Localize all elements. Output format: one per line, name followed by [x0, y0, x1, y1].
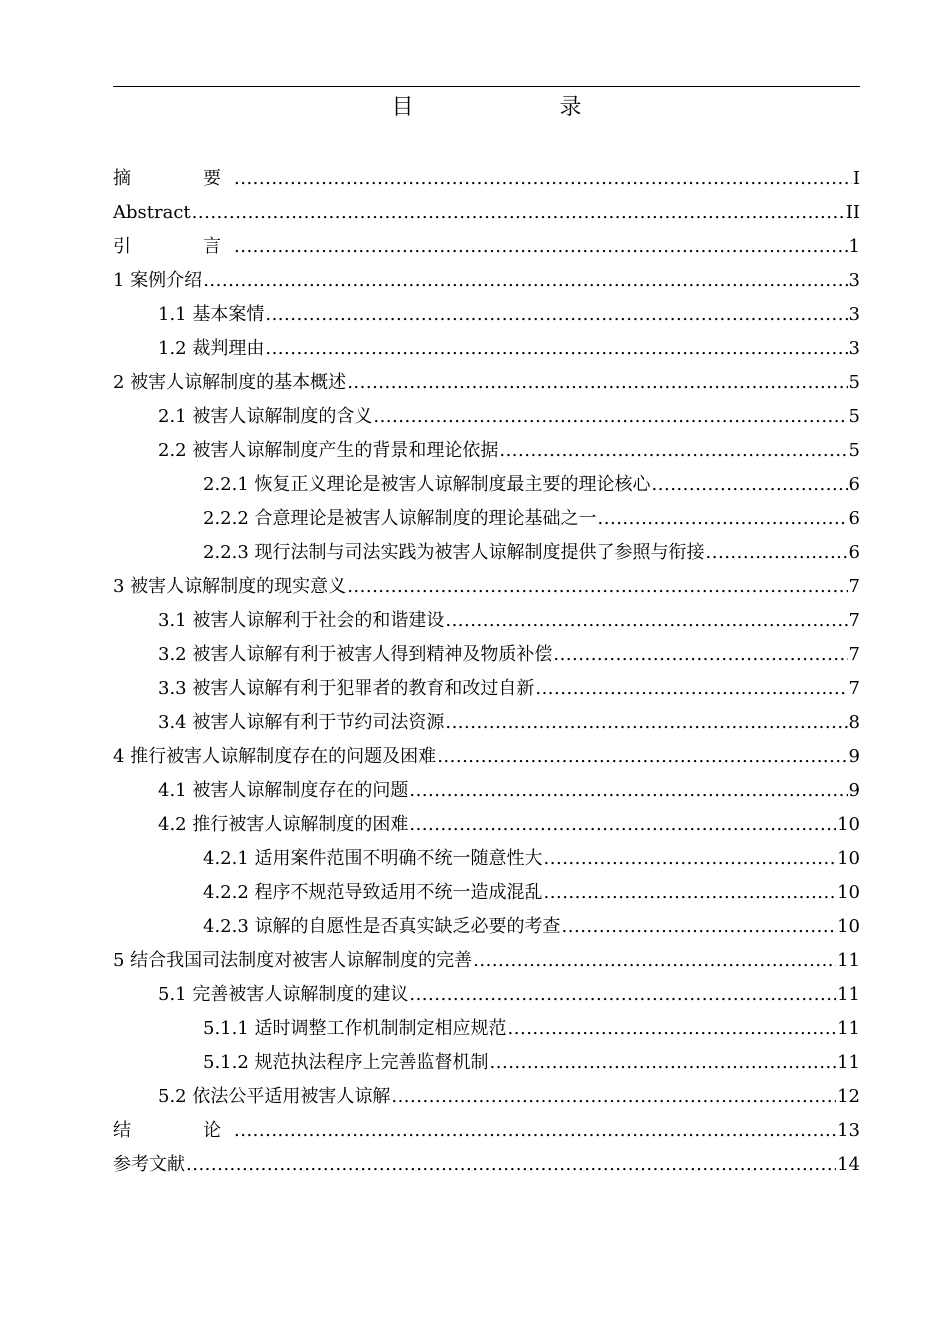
toc-dot-leader [347, 366, 847, 400]
toc-dot-leader [445, 706, 847, 740]
toc-entry-page-number: 13 [837, 1120, 860, 1141]
toc-entry-page-number: 5 [848, 440, 860, 461]
toc-entry[interactable] [113, 298, 860, 332]
toc-entry[interactable] [113, 196, 860, 230]
toc-dot-leader [598, 502, 848, 536]
toc-entry[interactable] [113, 638, 860, 672]
toc-dot-leader [234, 230, 848, 264]
toc-entry-page-number: 11 [837, 1052, 860, 1073]
toc-entry-label: 4.1 被害人谅解制度存在的问题 [158, 780, 409, 801]
toc-entry-page-number: 1 [848, 236, 860, 257]
toc-entry[interactable] [113, 910, 860, 944]
toc-entry-page-number: 7 [848, 678, 860, 699]
toc-entry-label: 4 推行被害人谅解制度存在的问题及困难 [113, 746, 437, 767]
toc-entry-label: 3.3 被害人谅解有利于犯罪者的教育和改过自新 [158, 678, 535, 699]
toc-entry[interactable] [113, 162, 860, 196]
toc-entry-label: 5.1.2 规范执法程序上完善监督机制 [203, 1052, 489, 1073]
toc-dot-leader [499, 434, 847, 468]
toc-entry-label: 3.2 被害人谅解有利于被害人得到精神及物质补偿 [158, 644, 553, 665]
toc-entry[interactable] [113, 536, 860, 570]
toc-entry-label: 4.2 推行被害人谅解制度的困难 [158, 814, 409, 835]
toc-entry-label: 5.1.1 适时调整工作机制制定相应规范 [203, 1018, 507, 1039]
toc-entry[interactable] [113, 332, 860, 366]
toc-dot-leader [265, 298, 847, 332]
toc-dot-leader [706, 536, 848, 570]
toc-entry-label: 2 被害人谅解制度的基本概述 [113, 372, 347, 393]
toc-entry-label: 4.2.3 谅解的自愿性是否真实缺乏必要的考查 [203, 916, 561, 937]
toc-list [113, 162, 860, 1182]
toc-entry-label: 2.2.1 恢复正义理论是被害人谅解制度最主要的理论核心 [203, 474, 651, 495]
toc-entry[interactable] [113, 502, 860, 536]
toc-dot-leader [562, 910, 837, 944]
toc-entry-label: 5 结合我国司法制度对被害人谅解制度的完善 [113, 950, 473, 971]
toc-entry[interactable] [113, 434, 860, 468]
toc-entry[interactable] [113, 570, 860, 604]
toc-dot-leader [490, 1046, 837, 1080]
toc-dot-leader [347, 570, 847, 604]
toc-entry-label: 结 论 [113, 1120, 233, 1141]
toc-entry-page-number: II [845, 202, 860, 223]
toc-entry-label: 1.1 基本案情 [158, 304, 265, 325]
toc-entry-page-number: 7 [848, 610, 860, 631]
toc-entry-label: 1 案例介绍 [113, 270, 203, 291]
toc-entry-label: 4.2.2 程序不规范导致适用不统一造成混乱 [203, 882, 543, 903]
toc-entry-page-number: 10 [837, 848, 860, 869]
toc-dot-leader [473, 944, 836, 978]
toc-entry[interactable] [113, 1012, 860, 1046]
toc-entry[interactable] [113, 978, 860, 1012]
toc-entry-label: 3.4 被害人谅解有利于节约司法资源 [158, 712, 445, 733]
toc-entry-label: 2.1 被害人谅解制度的含义 [158, 406, 373, 427]
toc-entry[interactable] [113, 1046, 860, 1080]
toc-dot-leader [234, 162, 852, 196]
toc-entry-label: 2.2.3 现行法制与司法实践为被害人谅解制度提供了参照与衔接 [203, 542, 705, 563]
toc-dot-leader [652, 468, 848, 502]
top-rule [113, 86, 860, 87]
toc-entry-label: 摘 要 [113, 168, 233, 189]
toc-dot-leader [265, 332, 847, 366]
toc-entry[interactable] [113, 808, 860, 842]
toc-entry-page-number: 5 [848, 406, 860, 427]
toc-dot-leader [544, 876, 837, 910]
toc-entry[interactable] [113, 366, 860, 400]
toc-entry-page-number: 7 [848, 644, 860, 665]
toc-entry[interactable] [113, 468, 860, 502]
toc-entry-label: 5.2 依法公平适用被害人谅解 [158, 1086, 391, 1107]
toc-dot-leader [409, 808, 836, 842]
toc-entry[interactable] [113, 1114, 860, 1148]
toc-entry-label: 3.1 被害人谅解利于社会的和谐建设 [158, 610, 445, 631]
toc-entry-page-number: 3 [848, 304, 860, 325]
toc-entry[interactable] [113, 876, 860, 910]
toc-entry-page-number: 9 [848, 780, 860, 801]
toc-dot-leader [535, 672, 847, 706]
toc-entry-page-number: 3 [848, 338, 860, 359]
toc-entry-label: 2.2 被害人谅解制度产生的背景和理论依据 [158, 440, 499, 461]
toc-entry-page-number: 8 [848, 712, 860, 733]
toc-entry-page-number: 6 [848, 474, 860, 495]
toc-entry[interactable] [113, 740, 860, 774]
toc-entry-label: Abstract [113, 202, 191, 223]
toc-entry-page-number: 11 [837, 1018, 860, 1039]
toc-title: 目 录 [391, 95, 616, 120]
toc-dot-leader [437, 740, 847, 774]
toc-entry[interactable] [113, 774, 860, 808]
toc-entry-page-number: 11 [837, 950, 860, 971]
toc-dot-leader [445, 604, 847, 638]
toc-entry[interactable] [113, 842, 860, 876]
toc-entry-page-number: 7 [848, 576, 860, 597]
toc-entry-page-number: 6 [848, 542, 860, 563]
toc-entry[interactable] [113, 706, 860, 740]
toc-entry-label: 2.2.2 合意理论是被害人谅解制度的理论基础之一 [203, 508, 597, 529]
toc-entry[interactable] [113, 264, 860, 298]
toc-entry[interactable] [113, 944, 860, 978]
toc-dot-leader [553, 638, 847, 672]
toc-entry-page-number: 5 [848, 372, 860, 393]
toc-entry-page-number: 9 [848, 746, 860, 767]
toc-dot-leader [391, 1080, 836, 1114]
toc-dot-leader [544, 842, 837, 876]
toc-entry[interactable] [113, 1080, 860, 1114]
toc-entry-label: 3 被害人谅解制度的现实意义 [113, 576, 347, 597]
toc-dot-leader [373, 400, 847, 434]
toc-entry-page-number: 11 [837, 984, 860, 1005]
toc-dot-leader [186, 1148, 836, 1182]
toc-entry[interactable] [113, 400, 860, 434]
toc-dot-leader [192, 196, 845, 230]
toc-entry[interactable] [113, 604, 860, 638]
toc-entry-page-number: 3 [848, 270, 860, 291]
toc-entry-page-number: 6 [848, 508, 860, 529]
toc-entry-label: 5.1 完善被害人谅解制度的建议 [158, 984, 409, 1005]
toc-entry-label: 4.2.1 适用案件范围不明确不统一随意性大 [203, 848, 543, 869]
toc-dot-leader [203, 264, 847, 298]
toc-dot-leader [234, 1114, 836, 1148]
toc-entry-page-number: 10 [837, 916, 860, 937]
toc-entry-page-number: 12 [837, 1086, 860, 1107]
toc-entry[interactable] [113, 1148, 860, 1182]
toc-entry[interactable] [113, 230, 860, 264]
toc-entry-page-number: I [852, 168, 860, 189]
toc-dot-leader [508, 1012, 837, 1046]
toc-entry-page-number: 10 [837, 814, 860, 835]
toc-entry-label: 参考文献 [113, 1154, 185, 1175]
toc-dot-leader [409, 774, 847, 808]
toc-entry-label: 引 言 [113, 236, 233, 257]
toc-entry-label: 1.2 裁判理由 [158, 338, 265, 359]
toc-entry-page-number: 14 [837, 1154, 860, 1175]
toc-entry-page-number: 10 [837, 882, 860, 903]
toc-entry[interactable] [113, 672, 860, 706]
toc-dot-leader [409, 978, 836, 1012]
